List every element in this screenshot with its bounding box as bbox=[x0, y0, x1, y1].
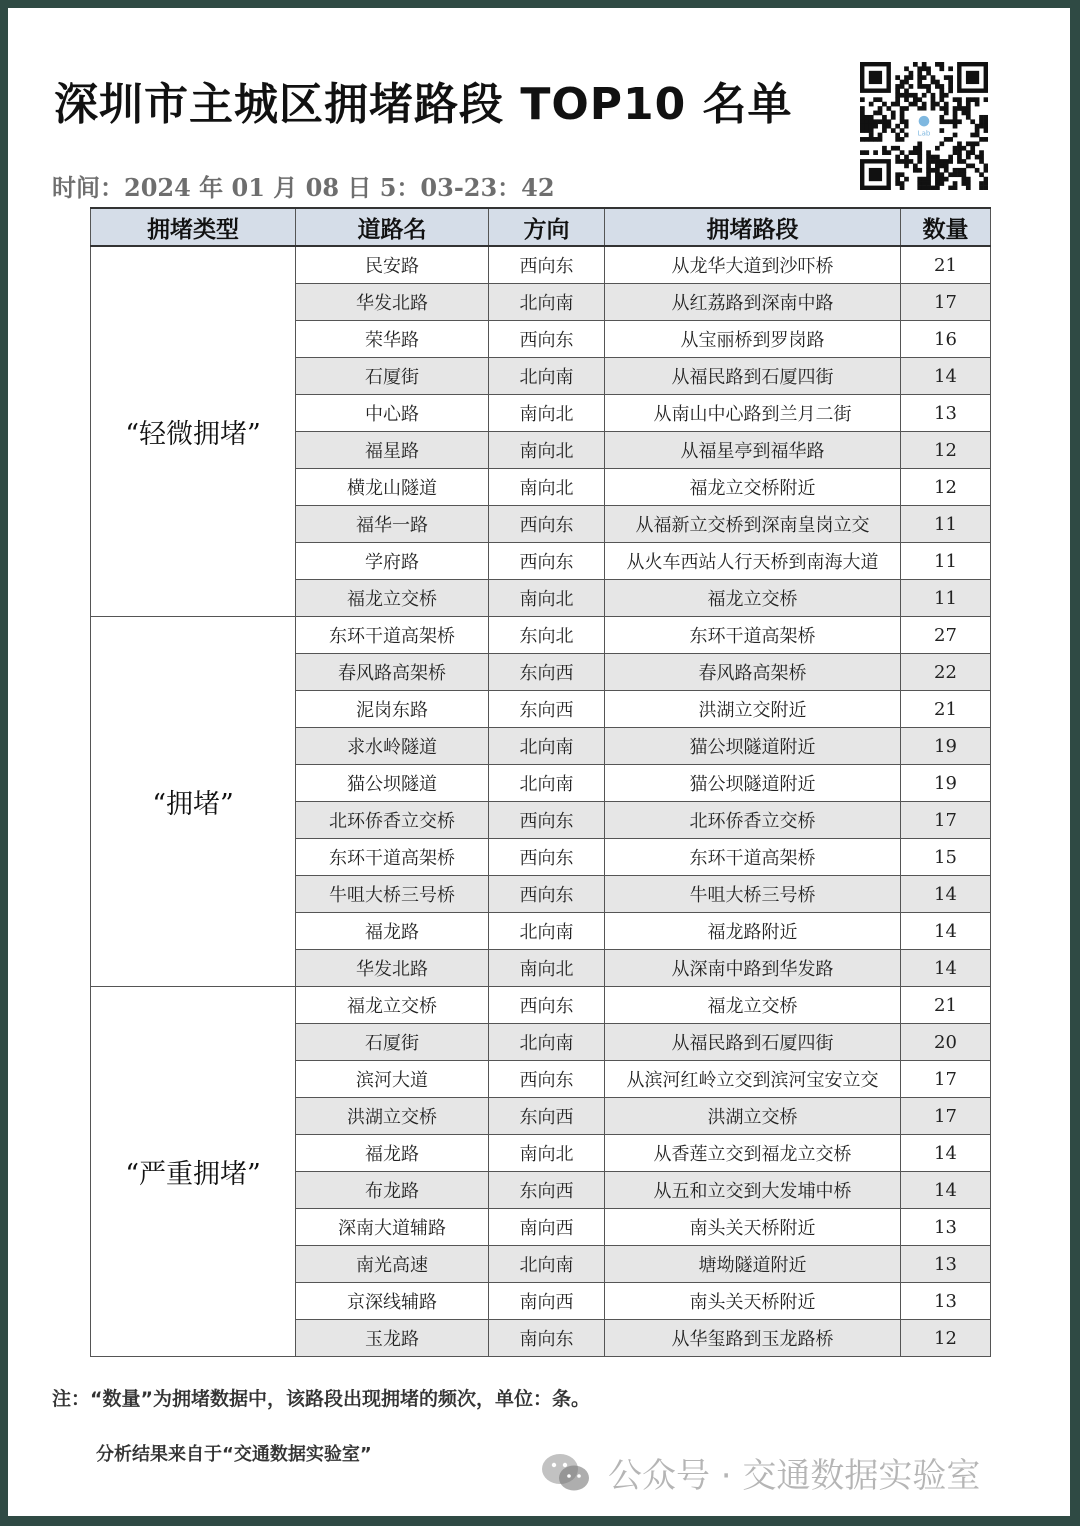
segment-cell: 从香莲立交到福龙立交桥 bbox=[605, 1135, 901, 1172]
direction-cell: 西向东 bbox=[489, 506, 605, 543]
count-cell: 14 bbox=[901, 876, 991, 913]
segment-cell: 从南山中心路到兰月二街 bbox=[605, 395, 901, 432]
road-name-cell: 北环侨香立交桥 bbox=[296, 802, 489, 839]
header-direction: 方向 bbox=[489, 208, 605, 246]
count-cell: 14 bbox=[901, 1172, 991, 1209]
direction-cell: 北向南 bbox=[489, 358, 605, 395]
road-name-cell: 福龙路 bbox=[296, 1135, 489, 1172]
table-row bbox=[91, 987, 991, 1024]
header-count: 数量 bbox=[901, 208, 991, 246]
road-name-cell: 福星路 bbox=[296, 432, 489, 469]
road-name-cell: 东环干道高架桥 bbox=[296, 617, 489, 654]
count-cell: 15 bbox=[901, 839, 991, 876]
segment-cell: 从福新立交桥到深南皇岗立交 bbox=[605, 506, 901, 543]
page-title: 深圳市主城区拥堵路段 TOP10 名单 bbox=[54, 79, 793, 130]
road-name-cell: 石厦街 bbox=[296, 358, 489, 395]
segment-cell: 猫公坝隧道附近 bbox=[605, 728, 901, 765]
segment-cell: 南头关天桥附近 bbox=[605, 1209, 901, 1246]
count-cell: 17 bbox=[901, 1098, 991, 1135]
congestion-type-cell: “轻微拥堵” bbox=[91, 246, 296, 617]
count-cell: 19 bbox=[901, 765, 991, 802]
count-cell: 12 bbox=[901, 432, 991, 469]
source-credit: 分析结果来自于“交通数据实验室” bbox=[96, 1444, 372, 1465]
header-segment: 拥堵路段 bbox=[605, 208, 901, 246]
count-cell: 27 bbox=[901, 617, 991, 654]
segment-cell: 东环干道高架桥 bbox=[605, 617, 901, 654]
road-name-cell: 泥岗东路 bbox=[296, 691, 489, 728]
congestion-type-cell: “严重拥堵” bbox=[91, 987, 296, 1357]
road-name-cell: 洪湖立交桥 bbox=[296, 1098, 489, 1135]
count-cell: 14 bbox=[901, 358, 991, 395]
count-cell: 13 bbox=[901, 1246, 991, 1283]
segment-cell: 福龙路附近 bbox=[605, 913, 901, 950]
direction-cell: 西向东 bbox=[489, 987, 605, 1024]
segment-cell: 福龙立交桥 bbox=[605, 987, 901, 1024]
direction-cell: 南向北 bbox=[489, 469, 605, 506]
direction-cell: 西向东 bbox=[489, 802, 605, 839]
table-row bbox=[91, 246, 991, 284]
direction-cell: 南向西 bbox=[489, 1209, 605, 1246]
direction-cell: 南向北 bbox=[489, 950, 605, 987]
count-cell: 13 bbox=[901, 1283, 991, 1320]
direction-cell: 西向东 bbox=[489, 321, 605, 358]
segment-cell: 从红荔路到深南中路 bbox=[605, 284, 901, 321]
direction-cell: 北向南 bbox=[489, 728, 605, 765]
segment-cell: 洪湖立交附近 bbox=[605, 691, 901, 728]
segment-cell: 从龙华大道到沙吓桥 bbox=[605, 246, 901, 284]
count-cell: 20 bbox=[901, 1024, 991, 1061]
table-row bbox=[91, 617, 991, 654]
direction-cell: 南向北 bbox=[489, 580, 605, 617]
road-name-cell: 福华一路 bbox=[296, 506, 489, 543]
direction-cell: 南向北 bbox=[489, 395, 605, 432]
wechat-icon bbox=[540, 1451, 592, 1495]
count-cell: 17 bbox=[901, 284, 991, 321]
road-name-cell: 牛咀大桥三号桥 bbox=[296, 876, 489, 913]
count-cell: 11 bbox=[901, 543, 991, 580]
road-name-cell: 学府路 bbox=[296, 543, 489, 580]
count-cell: 14 bbox=[901, 950, 991, 987]
segment-cell: 春风路高架桥 bbox=[605, 654, 901, 691]
road-name-cell: 深南大道辅路 bbox=[296, 1209, 489, 1246]
table-body bbox=[91, 246, 991, 1357]
road-name-cell: 民安路 bbox=[296, 246, 489, 284]
direction-cell: 东向西 bbox=[489, 1098, 605, 1135]
footnote: 注：“数量”为拥堵数据中，该路段出现拥堵的频次，单位：条。 bbox=[52, 1388, 590, 1410]
header-road-name: 道路名 bbox=[296, 208, 489, 246]
segment-cell: 牛咀大桥三号桥 bbox=[605, 876, 901, 913]
qr-center-label: Lab bbox=[917, 129, 931, 138]
direction-cell: 北向南 bbox=[489, 765, 605, 802]
road-name-cell: 京深线辅路 bbox=[296, 1283, 489, 1320]
direction-cell: 东向西 bbox=[489, 691, 605, 728]
segment-cell: 从深南中路到华发路 bbox=[605, 950, 901, 987]
road-name-cell: 福龙立交桥 bbox=[296, 580, 489, 617]
count-cell: 14 bbox=[901, 913, 991, 950]
watermark bbox=[540, 1448, 980, 1497]
segment-cell: 北环侨香立交桥 bbox=[605, 802, 901, 839]
road-name-cell: 春风路高架桥 bbox=[296, 654, 489, 691]
road-name-cell: 求水岭隧道 bbox=[296, 728, 489, 765]
road-name-cell: 福龙路 bbox=[296, 913, 489, 950]
count-cell: 13 bbox=[901, 1209, 991, 1246]
congestion-type-cell: “拥堵” bbox=[91, 617, 296, 987]
direction-cell: 南向西 bbox=[489, 1283, 605, 1320]
direction-cell: 西向东 bbox=[489, 1061, 605, 1098]
direction-cell: 北向南 bbox=[489, 1024, 605, 1061]
road-name-cell: 荣华路 bbox=[296, 321, 489, 358]
segment-cell: 从宝丽桥到罗岗路 bbox=[605, 321, 901, 358]
road-name-cell: 滨河大道 bbox=[296, 1061, 489, 1098]
road-name-cell: 东环干道高架桥 bbox=[296, 839, 489, 876]
congestion-table bbox=[90, 207, 991, 1357]
road-name-cell: 横龙山隧道 bbox=[296, 469, 489, 506]
direction-cell: 北向南 bbox=[489, 913, 605, 950]
road-name-cell: 华发北路 bbox=[296, 950, 489, 987]
segment-cell: 南头关天桥附近 bbox=[605, 1283, 901, 1320]
timestamp: 时间：2024 年 01 月 08 日 5：03-23：42 bbox=[52, 173, 555, 202]
count-cell: 21 bbox=[901, 246, 991, 284]
count-cell: 17 bbox=[901, 802, 991, 839]
count-cell: 16 bbox=[901, 321, 991, 358]
road-name-cell: 中心路 bbox=[296, 395, 489, 432]
segment-cell: 猫公坝隧道附近 bbox=[605, 765, 901, 802]
segment-cell: 从华玺路到玉龙路桥 bbox=[605, 1320, 901, 1357]
direction-cell: 北向南 bbox=[489, 1246, 605, 1283]
direction-cell: 东向北 bbox=[489, 617, 605, 654]
count-cell: 11 bbox=[901, 506, 991, 543]
segment-cell: 从五和立交到大发埔中桥 bbox=[605, 1172, 901, 1209]
count-cell: 12 bbox=[901, 469, 991, 506]
direction-cell: 南向北 bbox=[489, 1135, 605, 1172]
count-cell: 22 bbox=[901, 654, 991, 691]
segment-cell: 塘坳隧道附近 bbox=[605, 1246, 901, 1283]
road-name-cell: 华发北路 bbox=[296, 284, 489, 321]
direction-cell: 北向南 bbox=[489, 284, 605, 321]
count-cell: 21 bbox=[901, 691, 991, 728]
direction-cell: 西向东 bbox=[489, 876, 605, 913]
count-cell: 19 bbox=[901, 728, 991, 765]
count-cell: 17 bbox=[901, 1061, 991, 1098]
count-cell: 12 bbox=[901, 1320, 991, 1357]
count-cell: 11 bbox=[901, 580, 991, 617]
road-name-cell: 石厦街 bbox=[296, 1024, 489, 1061]
count-cell: 21 bbox=[901, 987, 991, 1024]
segment-cell: 从滨河红岭立交到滨河宝安立交 bbox=[605, 1061, 901, 1098]
header-congestion-type: 拥堵类型 bbox=[91, 208, 296, 246]
direction-cell: 东向西 bbox=[489, 1172, 605, 1209]
count-cell: 14 bbox=[901, 1135, 991, 1172]
segment-cell: 从火车西站人行天桥到南海大道 bbox=[605, 543, 901, 580]
watermark-text: 公众号 · 交通数据实验室 bbox=[608, 1456, 981, 1496]
qr-code-icon[interactable] bbox=[860, 62, 988, 190]
direction-cell: 南向东 bbox=[489, 1320, 605, 1357]
direction-cell: 东向西 bbox=[489, 654, 605, 691]
road-name-cell: 布龙路 bbox=[296, 1172, 489, 1209]
document-page bbox=[8, 8, 1070, 1516]
direction-cell: 西向东 bbox=[489, 839, 605, 876]
segment-cell: 从福星亭到福华路 bbox=[605, 432, 901, 469]
segment-cell: 福龙立交桥附近 bbox=[605, 469, 901, 506]
road-name-cell: 玉龙路 bbox=[296, 1320, 489, 1357]
road-name-cell: 南光高速 bbox=[296, 1246, 489, 1283]
road-name-cell: 猫公坝隧道 bbox=[296, 765, 489, 802]
direction-cell: 南向北 bbox=[489, 432, 605, 469]
road-name-cell: 福龙立交桥 bbox=[296, 987, 489, 1024]
direction-cell: 西向东 bbox=[489, 543, 605, 580]
segment-cell: 福龙立交桥 bbox=[605, 580, 901, 617]
segment-cell: 从福民路到石厦四街 bbox=[605, 1024, 901, 1061]
segment-cell: 洪湖立交桥 bbox=[605, 1098, 901, 1135]
count-cell: 13 bbox=[901, 395, 991, 432]
segment-cell: 从福民路到石厦四街 bbox=[605, 358, 901, 395]
segment-cell: 东环干道高架桥 bbox=[605, 839, 901, 876]
table-header-row bbox=[91, 208, 991, 246]
direction-cell: 西向东 bbox=[489, 246, 605, 284]
